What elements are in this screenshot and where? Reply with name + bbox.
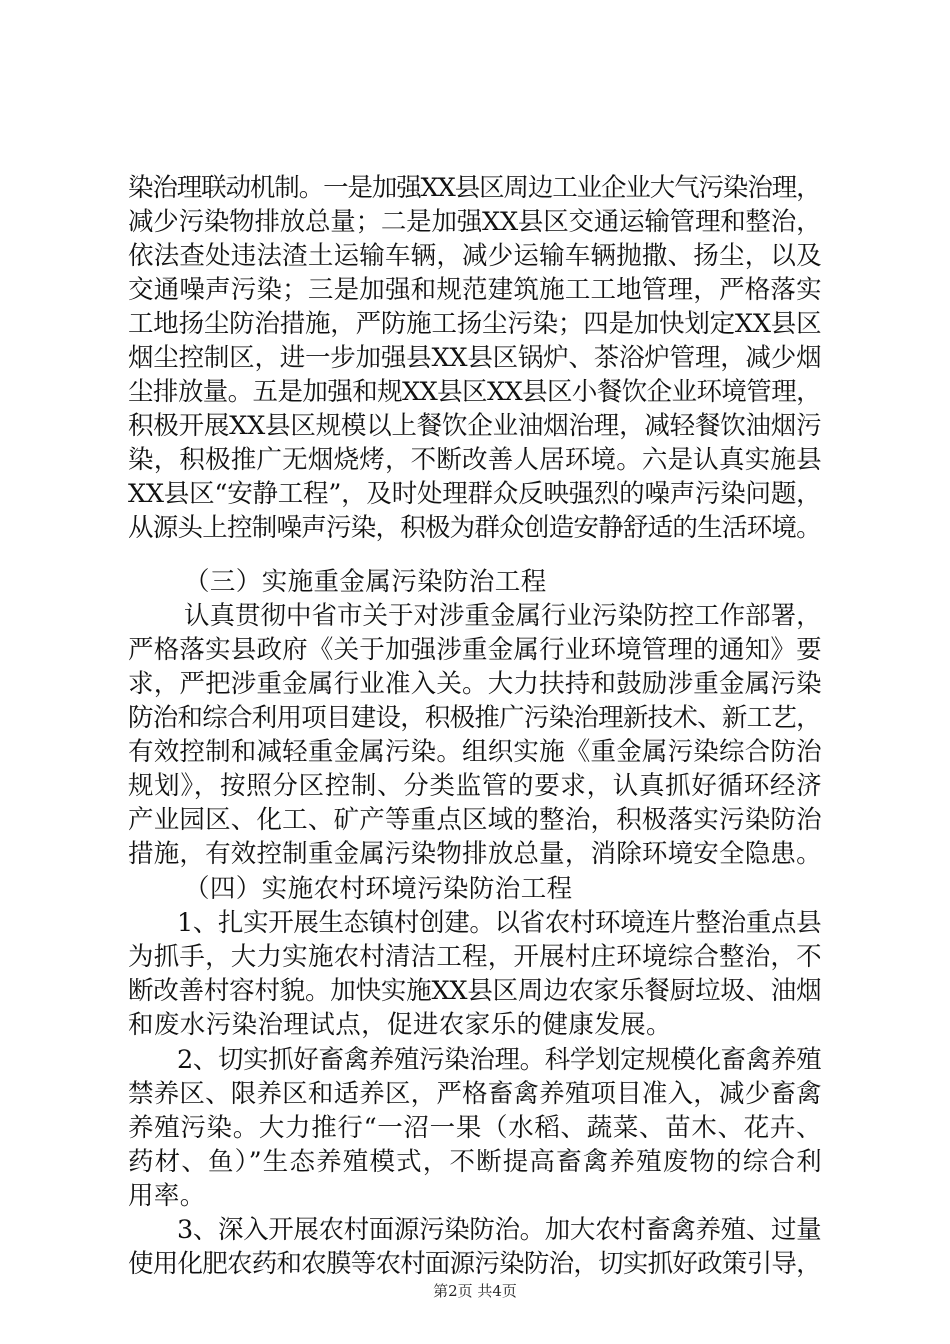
text-line: （三）实施重金属污染防治工程: [184, 567, 547, 597]
text-line: 烟尘控制区，进一步加强县XX县区锅炉、茶浴炉管理，减少烟: [128, 343, 822, 373]
text-line: 交通噪声污染；三是加强和规范建筑施工工地管理，严格落实: [128, 275, 822, 305]
text-line: 2、切实抓好畜禽养殖污染治理。科学划定规模化畜禽养殖: [177, 1045, 822, 1075]
text-line: XX县区“安静工程”，及时处理群众反映强烈的噪声污染问题，: [128, 479, 822, 509]
text-line: 药材、鱼）”生态养殖模式，不断提高畜禽养殖废物的综合利: [128, 1147, 823, 1177]
text-line: 尘排放量。五是加强和规XX县区XX县区小餐饮企业环境管理，: [128, 377, 822, 407]
text-line: 用率。: [128, 1181, 206, 1211]
text-line: 防治和综合利用项目建设，积极推广污染治理新技术、新工艺，: [128, 703, 821, 733]
text-line: 产业园区、化工、矿产等重点区域的整治，积极落实污染防治: [128, 805, 822, 835]
text-line: 3、深入开展农村面源污染防治。加大农村畜禽养殖、过量: [177, 1215, 822, 1245]
text-line: 措施，有效控制重金属污染物排放总量，消除环境安全隐患。: [128, 839, 822, 869]
text-line: 断改善村容村貌。加快实施XX县区周边农家乐餐厨垃圾、油烟: [128, 976, 822, 1006]
text-line: 1、扎实开展生态镇村创建。以省农村环境连片整治重点县: [177, 908, 822, 938]
text-line: 禁养区、限养区和适养区，严格畜禽养殖项目准入，减少畜禽: [128, 1079, 822, 1109]
text-line: 养殖污染。大力推行“一沼一果（水稻、蔬菜、苗木、花卉、: [128, 1113, 823, 1143]
text-line: 严格落实县政府《关于加强涉重金属行业环境管理的通知》要: [128, 635, 822, 665]
text-line: 依法查处违法渣土运输车辆，减少运输车辆抛撒、扬尘，以及: [128, 241, 822, 271]
text-line: 和废水污染治理试点，促进农家乐的健康发展。: [128, 1010, 672, 1040]
text-line: 规划》，按照分区控制、分类监管的要求，认真抓好循环经济: [128, 771, 823, 801]
text-line: 有效控制和减轻重金属污染。组织实施《重金属污染综合防治: [128, 737, 822, 767]
text-line: 染治理联动机制。一是加强XX县区周边工业企业大气污染治理，: [128, 173, 821, 203]
text-line: 求，严把涉重金属行业准入关。大力扶持和鼓励涉重金属污染: [128, 669, 822, 699]
text-line: 使用化肥农药和农膜等农村面源污染防治，切实抓好政策引导，: [128, 1249, 821, 1279]
page-footer: 第2页 共4页: [433, 1282, 517, 1300]
text-line: 减少污染物排放总量；二是加强XX县区交通运输管理和整治，: [128, 207, 822, 237]
text-line: （四）实施农村环境污染防治工程: [184, 874, 573, 904]
text-line: 为抓手，大力实施农村清洁工程，开展村庄环境综合整治，不: [128, 942, 822, 972]
text-line: 染，积极推广无烟烧烤，不断改善人居环境。六是认真实施县: [128, 445, 822, 475]
text-line: 工地扬尘防治措施，严防施工扬尘污染；四是加快划定XX县区: [128, 309, 822, 339]
text-line: 认真贯彻中省市关于对涉重金属行业污染防控工作部署，: [184, 601, 822, 631]
text-line: 积极开展XX县区规模以上餐饮企业油烟治理，减轻餐饮油烟污: [128, 411, 822, 441]
text-line: 从源头上控制噪声污染，积极为群众创造安静舒适的生活环境。: [128, 513, 821, 543]
